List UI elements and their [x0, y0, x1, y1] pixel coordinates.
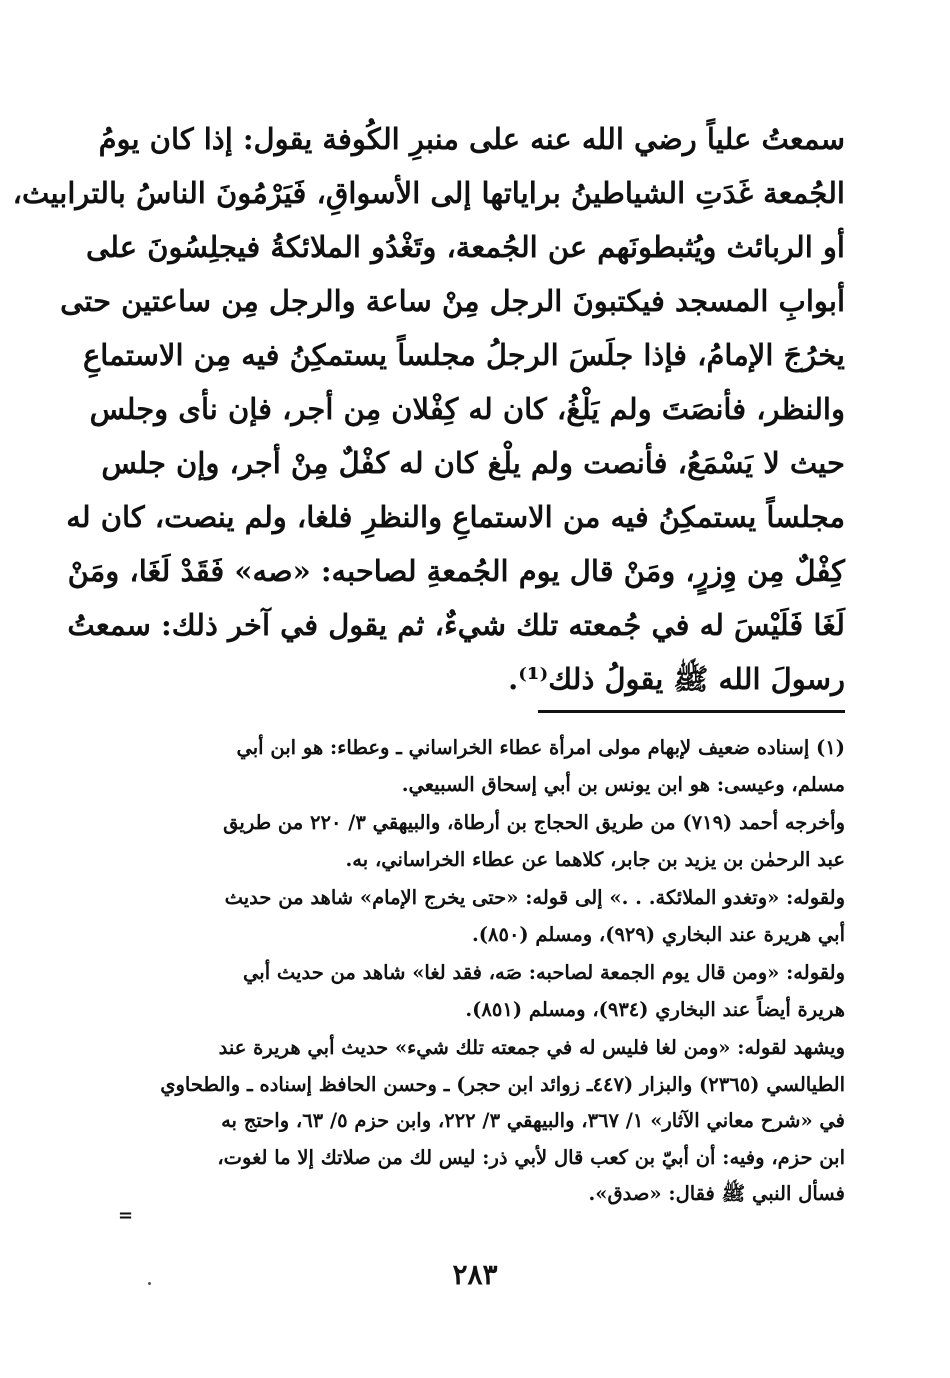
footnote-paragraph	[120, 1030, 845, 1213]
footnote-line: في «شرح معاني الآثار» ١/ ٣٦٧، والبيهقي ٣/ ٢٢٢، وابن حزم ٥/ ٦٣، واحتج به	[221, 1109, 845, 1132]
main-text	[12, 112, 845, 706]
footnote-paragraph	[120, 955, 845, 1028]
main-text-line: حيث لا يَسْمَعُ، فأنصت ولم يلْغ كان له كفْلٌ مِنْ أجر، وإن جلس	[101, 446, 845, 480]
footnote-line: ابن حزم، وفيه: أن أبيّ بن كعب قال لأبي ذر: ليس لك من صلاتك إلا ما لغوت،	[217, 1145, 845, 1169]
footnote-paragraph	[120, 805, 845, 878]
main-text-line: الجُمعة غَدَتِ الشياطينُ براياتها إلى الأسواقِ، فَيَرْمُونَ الناسُ بالترابيث،	[12, 176, 845, 210]
footnote-paragraph	[120, 730, 845, 803]
continuation-mark: =	[118, 1205, 134, 1226]
footnote-line: (١) إسناده ضعيف لإبهام مولى امرأة عطاء الخراساني ـ وعطاء: هو ابن أبي	[236, 736, 845, 759]
main-text-line: كِفْلٌ مِن وِزرٍ، ومَنْ قال يوم الجُمعةِ لصاحبه: «صه» فَقَدْ لَغَا، ومَنْ	[67, 554, 845, 588]
footnote-line: أبي هريرة عند البخاري (٩٢٩)، ومسلم (٨٥٠).	[471, 922, 845, 946]
main-text-line: لَغَا فَلَيْسَ له في جُمعته تلك شيءٌ، ثم يقول في آخر ذلك: سمعتُ	[67, 608, 845, 642]
footnote-line: ولقوله: «ومن قال يوم الجمعة لصاحبه: صَه، فقد لغا» شاهد من حديث أبي	[243, 961, 845, 984]
footnote-paragraph	[120, 880, 845, 953]
scan-speck	[148, 1282, 151, 1285]
footnote-line: فسأل النبي ﷺ فقال: «صدق».	[588, 1182, 845, 1205]
main-text-line: مجلساً يستمكِنُ فيه من الاستماعِ والنظرِ فلغا، ولم ينصت، كان له	[66, 500, 845, 534]
footnotes	[120, 730, 845, 1213]
footnote-line: ويشهد لقوله: «ومن لغا فليس له في جمعته تلك شيء» حديث أبي هريرة عند	[218, 1036, 845, 1059]
footnote-line: هريرة أيضاً عند البخاري (٩٣٤)، ومسلم (٨٥١).	[465, 997, 845, 1021]
main-text-line: سمعتُ علياً رضي الله عنه على منبرِ الكُوفة يقول: إذا كان يومُ	[98, 122, 845, 156]
page-number: ٢٨٣	[452, 1258, 498, 1291]
footnote-line: وأخرجه أحمد (٧١٩) من طريق الحجاج بن أرطاة، والبيهقي ٣/ ٢٢٠ من طريق	[223, 811, 845, 834]
footnote-line: الطيالسي (٢٣٦٥) والبزار (٤٤٧ـ زوائد ابن حجر) ـ وحسن الحافظ إسناده ـ والطحاوي	[160, 1072, 845, 1096]
footnote-line: ولقوله: «وتغدو الملائكة. . .» إلى قوله: «حتى يخرج الإمام» شاهد من حديث	[224, 886, 845, 909]
footnote-line: مسلم، وعيسى: هو ابن يونس بن أبي إسحاق السبيعي.	[401, 772, 845, 796]
main-text-line: أو الربائث ويُثبطونَهم عن الجُمعة، وتَغْدُو الملائكةُ فيجلِسُونَ على	[86, 230, 845, 264]
main-text-line: يخرُجَ الإمامُ، فإذا جلَسَ الرجلُ مجلساً يستمكِنُ فيه مِن الاستماعِ	[82, 338, 845, 372]
main-text-line: أبوابِ المسجد فيكتبونَ الرجل مِنْ ساعة والرجل مِن ساعتين حتى	[60, 284, 845, 318]
footnote-line: عبد الرحمٰن بن يزيد بن جابر، كلاهما عن عطاء الخراساني، به.	[345, 847, 845, 871]
main-text-line: والنظر، فأنصَتَ ولم يَلْغُ، كان له كِفْلان مِن أجر، فإن نأى وجلس	[89, 392, 845, 426]
footnote-divider	[538, 710, 845, 713]
main-text-line: رسولَ الله ﷺ يقولُ ذلك⁽¹⁾.	[508, 662, 845, 696]
